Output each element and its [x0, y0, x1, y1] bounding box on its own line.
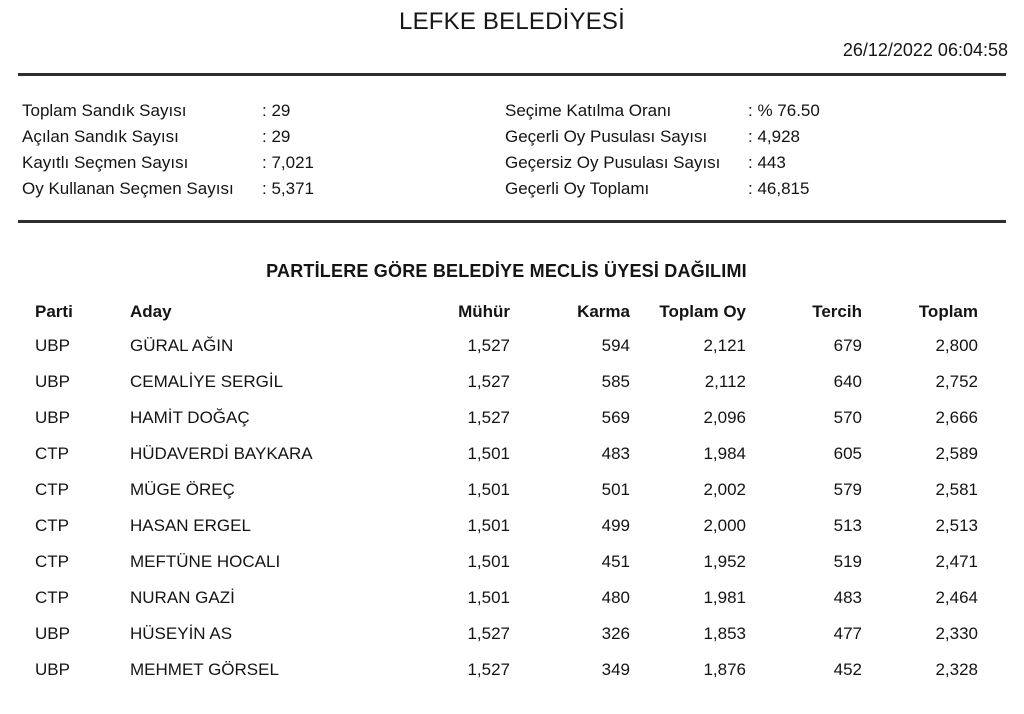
summary-value: : 29 — [262, 101, 291, 120]
cell-karma-votes: 326 — [601, 624, 630, 643]
cell-toplam-oy: 2,121 — [703, 336, 746, 355]
table-row — [35, 472, 978, 508]
cell-toplam-oy: 2,000 — [703, 516, 746, 535]
summary-value: : % 76.50 — [748, 101, 820, 120]
summary-section — [0, 98, 1024, 202]
table-row — [35, 544, 978, 580]
cell-party: UBP — [35, 336, 70, 355]
cell-toplam-oy: 1,952 — [703, 552, 746, 571]
column-header-tercih: Tercih — [812, 302, 862, 321]
cell-party: CTP — [35, 588, 69, 607]
column-header-aday: Aday — [130, 302, 172, 321]
summary-label: Seçime Katılma Oranı — [505, 101, 672, 120]
table-row — [35, 436, 978, 472]
summary-value: : 5,371 — [262, 179, 314, 198]
cell-toplam-oy: 1,984 — [703, 444, 746, 463]
cell-toplam-oy: 2,112 — [704, 372, 746, 391]
cell-toplam: 2,328 — [935, 660, 978, 679]
cell-karma-votes: 349 — [601, 660, 630, 679]
cell-muhur-votes: 1,527 — [467, 372, 510, 391]
cell-toplam-oy: 2,002 — [703, 480, 746, 499]
summary-label: Geçersiz Oy Pusulası Sayısı — [505, 153, 721, 172]
cell-candidate-name: HASAN ERGEL — [130, 516, 251, 535]
table-header-row — [35, 302, 978, 322]
cell-tercih-votes: 452 — [833, 660, 862, 679]
cell-muhur-votes: 1,527 — [467, 660, 510, 679]
cell-karma-votes: 499 — [601, 516, 630, 535]
summary-label: Geçerli Oy Toplamı — [505, 179, 650, 198]
cell-muhur-votes: 1,501 — [467, 444, 510, 463]
table-row — [35, 508, 978, 544]
summary-item — [505, 150, 1005, 176]
cell-karma-votes: 585 — [601, 372, 630, 391]
summary-item — [22, 124, 505, 150]
table-title: PARTİLERE GÖRE BELEDİYE MECLİS ÜYESİ DAĞILIMI — [266, 261, 747, 281]
table-row — [35, 364, 978, 400]
cell-tercih-votes: 519 — [833, 552, 862, 571]
summary-label: Oy Kullanan Seçmen Sayısı — [22, 179, 234, 198]
cell-karma-votes: 501 — [601, 480, 630, 499]
table-row — [35, 616, 978, 652]
cell-toplam: 2,589 — [935, 444, 978, 463]
cell-muhur-votes: 1,501 — [467, 516, 510, 535]
table-row — [35, 400, 978, 436]
cell-tercih-votes: 605 — [833, 444, 862, 463]
cell-toplam-oy: 2,096 — [703, 408, 746, 427]
cell-muhur-votes: 1,501 — [467, 480, 510, 499]
page-title: LEFKE BELEDİYESİ — [399, 8, 625, 35]
cell-tercih-votes: 477 — [833, 624, 862, 643]
cell-toplam: 2,800 — [935, 336, 978, 355]
column-header-karma: Karma — [577, 302, 630, 321]
divider-middle — [18, 220, 1006, 223]
divider-top — [18, 73, 1006, 76]
cell-muhur-votes: 1,501 — [467, 552, 510, 571]
cell-toplam-oy: 1,876 — [703, 660, 746, 679]
report-timestamp: 26/12/2022 06:04:58 — [842, 40, 1008, 60]
cell-candidate-name: HÜSEYİN AS — [130, 624, 233, 643]
summary-item — [22, 176, 505, 202]
cell-candidate-name: CEMALİYE SERGİL — [130, 372, 284, 391]
cell-party: CTP — [35, 516, 69, 535]
cell-toplam: 2,666 — [935, 408, 978, 427]
summary-value: : 443 — [748, 153, 786, 172]
cell-toplam-oy: 1,853 — [703, 624, 746, 643]
cell-tercih-votes: 679 — [833, 336, 862, 355]
summary-item — [505, 176, 1005, 202]
table-row — [35, 328, 978, 364]
cell-party: CTP — [35, 444, 69, 463]
cell-party: UBP — [35, 660, 70, 679]
summary-item — [22, 98, 505, 124]
cell-toplam: 2,752 — [935, 372, 978, 391]
cell-muhur-votes: 1,501 — [467, 588, 510, 607]
summary-label: Açılan Sandık Sayısı — [22, 127, 179, 146]
column-header-toplam-oy: Toplam Oy — [659, 302, 746, 321]
cell-candidate-name: HAMİT DOĞAÇ — [130, 408, 250, 427]
cell-candidate-name: MEFTÜNE HOCALI — [130, 552, 281, 571]
cell-toplam: 2,464 — [935, 588, 978, 607]
cell-muhur-votes: 1,527 — [467, 408, 510, 427]
cell-tercih-votes: 570 — [833, 408, 862, 427]
cell-party: UBP — [35, 408, 70, 427]
cell-candidate-name: NURAN GAZİ — [130, 588, 235, 607]
summary-value: : 4,928 — [748, 127, 800, 146]
summary-label: Kayıtlı Seçmen Sayısı — [22, 153, 189, 172]
summary-item — [505, 98, 1005, 124]
summary-item — [22, 150, 505, 176]
cell-party: UBP — [35, 372, 70, 391]
cell-karma-votes: 569 — [601, 408, 630, 427]
cell-party: CTP — [35, 552, 69, 571]
cell-candidate-name: MEHMET GÖRSEL — [130, 660, 279, 679]
cell-toplam: 2,513 — [935, 516, 978, 535]
cell-tercih-votes: 579 — [833, 480, 862, 499]
summary-value: : 29 — [262, 127, 291, 146]
cell-toplam-oy: 1,981 — [703, 588, 746, 607]
summary-right-column — [505, 98, 1005, 202]
cell-tercih-votes: 483 — [833, 588, 862, 607]
table-row — [35, 652, 978, 688]
cell-candidate-name: GÜRAL AĞIN — [130, 336, 234, 355]
cell-karma-votes: 480 — [601, 588, 630, 607]
cell-candidate-name: MÜGE ÖREÇ — [130, 480, 235, 499]
cell-party: UBP — [35, 624, 70, 643]
summary-label: Geçerli Oy Pusulası Sayısı — [505, 127, 708, 146]
table-body — [0, 328, 1024, 688]
cell-muhur-votes: 1,527 — [467, 336, 510, 355]
column-header-toplam: Toplam — [918, 302, 978, 321]
cell-toplam: 2,471 — [935, 552, 978, 571]
cell-candidate-name: HÜDAVERDİ BAYKARA — [130, 444, 313, 463]
cell-toplam: 2,581 — [935, 480, 978, 499]
table-row — [35, 580, 978, 616]
summary-left-column — [22, 98, 505, 202]
cell-karma-votes: 483 — [601, 444, 630, 463]
summary-value: : 46,815 — [748, 179, 810, 198]
cell-karma-votes: 451 — [601, 552, 630, 571]
cell-party: CTP — [35, 480, 69, 499]
summary-label: Toplam Sandık Sayısı — [22, 101, 187, 120]
cell-karma-votes: 594 — [601, 336, 630, 355]
cell-tercih-votes: 640 — [833, 372, 862, 391]
summary-value: : 7,021 — [262, 153, 314, 172]
column-header-parti: Parti — [35, 302, 73, 321]
summary-item — [505, 124, 1005, 150]
cell-tercih-votes: 513 — [833, 516, 862, 535]
cell-muhur-votes: 1,527 — [467, 624, 510, 643]
cell-toplam: 2,330 — [935, 624, 978, 643]
column-header-muhur: Mühür — [458, 302, 510, 321]
